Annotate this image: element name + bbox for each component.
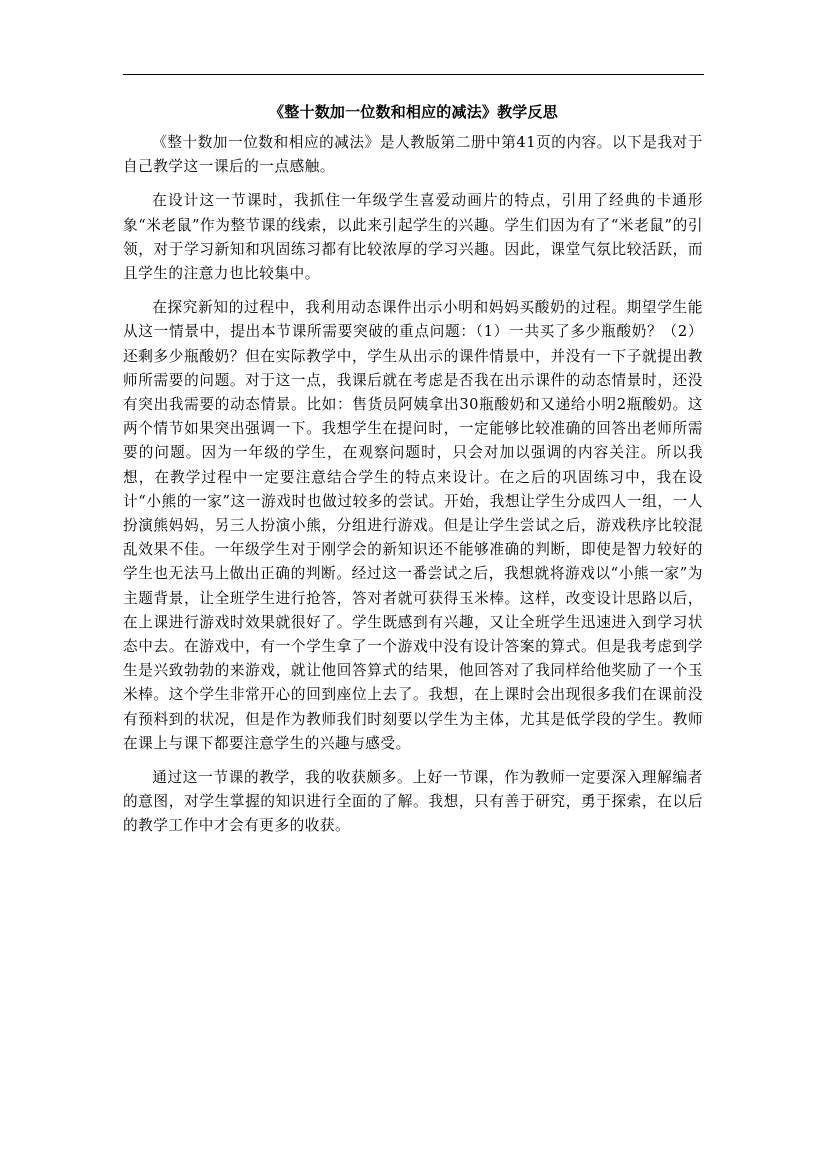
document-body bbox=[123, 131, 703, 849]
document-title: 《整十数加一位数和相应的减法》教学反思 bbox=[269, 103, 558, 121]
paragraph-exploration: 在探究新知的过程中，我利用动态课件出示小明和妈妈买酸奶的过程。期望学生能从这一情景中，提出本节课所需要突破的重点问题：（1）一共买了多少瓶酸奶？（2）还剩多少瓶酸奶？但在实际教学中，学生从出示的课件情景中，并没有一下子就提出教师所需要的问题。对于这一点，我课后就在考虑是否我在出示课件的动态情景时，还没有突出我需要的动态情景。比如：售货员阿姨拿出30瓶酸奶和又递给小明2瓶酸奶。这两个情节如果突出强调一下。我想学生在提问时，一定能够比较准确的回答出老师所需要的问题。因为一年级的学生，在观察问题时，只会对加以强调的内容关注。所以我想，在教学过程中一定要注意结合学生的特点来设计。在之后的巩固练习中，我在设计“小熊的一家”这一游戏时也做过较多的尝试。开始，我想让学生分成四人一组，一人扮演熊妈妈，另三人扮演小熊，分组进行游戏。但是让学生尝试之后，游戏秩序比较混乱效果不佳。一年级学生对于刚学会的新知识还不能够准确的判断，即使是智力较好的学生也无法马上做出正确的判断。经过这一番尝试之后，我想就将游戏以“小熊一家”为主题背景，让全班学生进行抢答，答对者就可获得玉米棒。这样，改变设计思路以后，在上课进行游戏时效果就很好了。学生既感到有兴趣，又让全班学生迅速进入到学习状态中去。在游戏中，有一个学生拿了一个游戏中没有设计答案的算式。但是我考虑到学生是兴致勃勃的来游戏，就让他回答算式的结果，他回答对了我同样给他奖励了一个玉米棒。这个学生非常开心的回到座位上去了。我想，在上课时会出现很多我们在课前没有预料到的状况，但是作为教师我们时刻要以学生为主体，尤其是低学段的学生。教师在课上与课下都要注意学生的兴趣与感受。 bbox=[123, 299, 703, 752]
paragraph-conclusion: 通过这一节课的教学，我的收获颇多。上好一节课，作为教师一定要深入理解编者的意图，对学生掌握的知识进行全面的了解。我想，只有善于研究，勇于探索，在以后的教学工作中才会有更多的收获。 bbox=[123, 769, 703, 835]
paragraph-design: 在设计这一节课时，我抓住一年级学生喜爱动画片的特点，引用了经典的卡通形象“米老鼠”作为整节课的线索，以此来引起学生的兴趣。学生们因为有了“米老鼠”的引领，对于学习新知和巩固练习都有比较浓厚的学习兴趣。因此，课堂气氛比较活跃，而且学生的注意力也比较集中。 bbox=[123, 192, 703, 283]
paragraph-intro: 《整十数加一位数和相应的减法》是人教版第二册中第41页的内容。以下是我对于自己教学这一课后的一点感触。 bbox=[123, 134, 703, 176]
header-rule bbox=[123, 74, 704, 75]
